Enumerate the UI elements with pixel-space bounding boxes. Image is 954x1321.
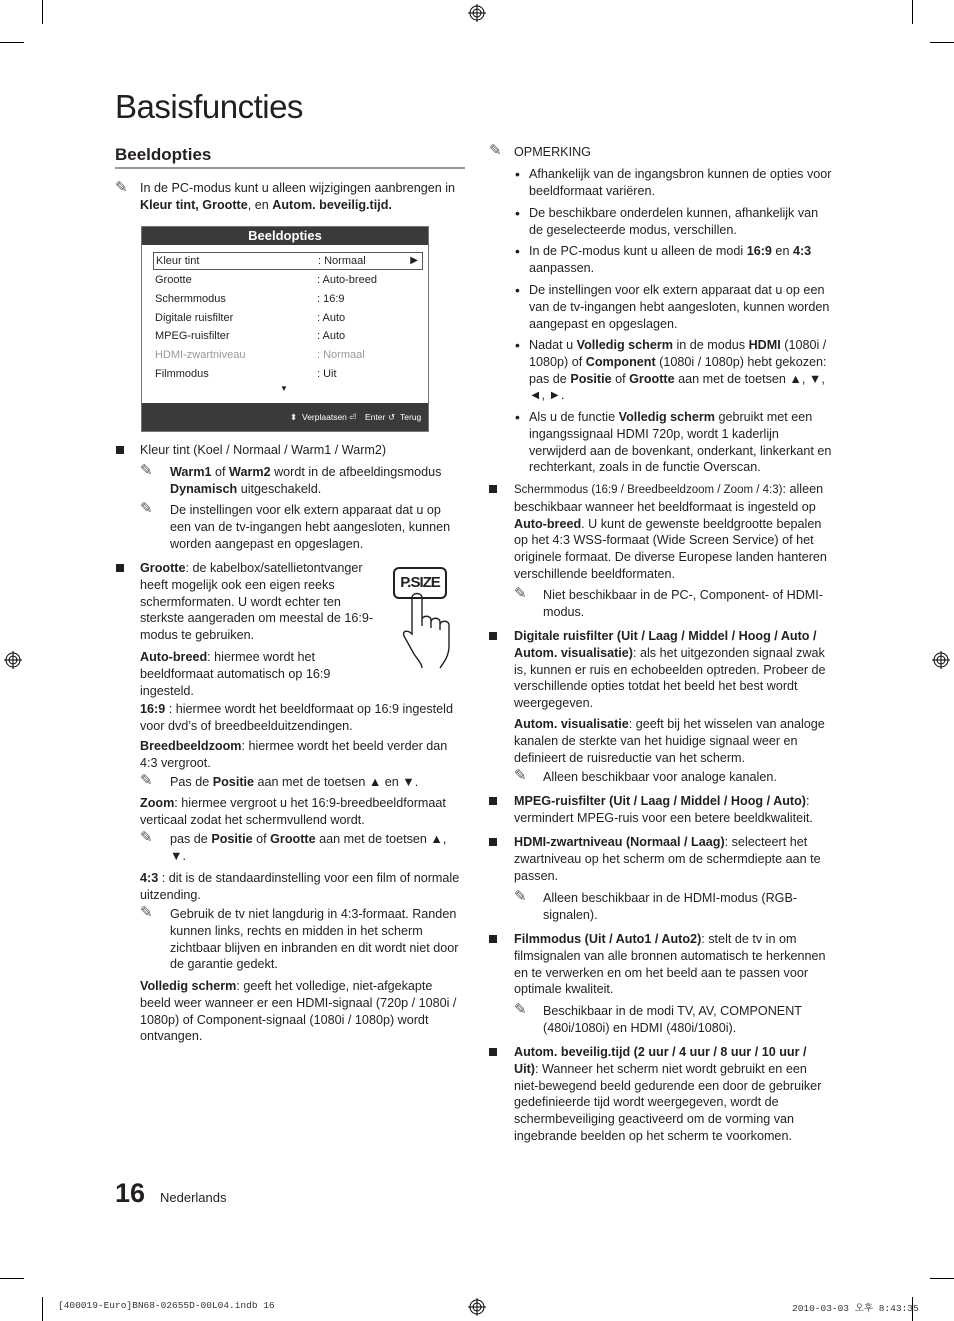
osd-row[interactable]: Digitale ruisfilter : Auto bbox=[155, 312, 346, 324]
bullet-square bbox=[489, 632, 497, 640]
bullet-square bbox=[489, 1048, 497, 1056]
crop-mark bbox=[0, 1278, 24, 1279]
kleur-note-1: Warm1 of Warm2 wordt in de afbeeldingsmodus Dynamisch uitgeschakeld. bbox=[170, 465, 442, 496]
page-number: 16 bbox=[115, 1178, 146, 1208]
section-title: Beeldopties bbox=[115, 145, 212, 164]
section-divider bbox=[115, 167, 465, 169]
osd-footer: ⬍ Verplaatsen ⏎ Enter ↺ Terug bbox=[142, 403, 428, 431]
note-bullet: De instellingen voor elk extern apparaat dat u op een van de tv-ingangen hebt aangesloten, kunnen worden aangepast en opgeslagen. bbox=[529, 283, 830, 331]
opmerking-heading: OPMERKING bbox=[514, 145, 591, 159]
zoom-note: pas de Positie of Grootte aan met de toetsen ▲, ▼. bbox=[170, 832, 447, 863]
pencil-note-icon: ✎ bbox=[514, 767, 527, 784]
osd-title: Beeldopties bbox=[142, 227, 428, 245]
osd-row[interactable]: MPEG-ruisfilter : Auto bbox=[155, 330, 346, 342]
bullet-dot: • bbox=[515, 409, 520, 425]
pencil-note-icon: ✎ bbox=[489, 142, 502, 159]
breedbeeld-text: Breedbeeldzoom: hiermee wordt het beeld verder dan 4:3 vergroot. bbox=[140, 739, 448, 770]
hand-press-icon bbox=[400, 590, 464, 670]
pencil-note-icon: ✎ bbox=[140, 829, 153, 846]
bullet-square bbox=[489, 838, 497, 846]
mpeg-text: MPEG-ruisfilter (Uit / Laag / Middel / Hoog / Auto): vermindert MPEG-ruis voor een betere beeldkwaliteit. bbox=[514, 794, 813, 825]
hdmi-note: Alleen beschikbaar in de HDMI-modus (RGB-signalen). bbox=[543, 891, 798, 922]
kleur-heading: Kleur tint (Koel / Normaal / Warm1 / Warm2) bbox=[140, 443, 387, 457]
scroll-down-icon: ▼ bbox=[280, 384, 288, 393]
registration-mark-icon bbox=[468, 4, 486, 22]
autom-vis-text: Autom. visualisatie: geeft bij het wisselen van analoge kanalen de sterkte van het huidige signaal weer en definieert de ruisreductie van het scherm. bbox=[514, 717, 825, 765]
zoom-text: Zoom: hiermee vergroot u het 16:9-breedbeeldformaat verticaal zodat het schermvullend wordt. bbox=[140, 796, 446, 827]
updown-icon: ⬍ bbox=[290, 412, 298, 422]
film-text: Filmmodus (Uit / Auto1 / Auto2): stelt de tv in om filmsignalen van alle bronnen automatisch te herkennen en te verwerken en om het beeld aan te passen voor optimale kwaliteit. bbox=[514, 932, 826, 997]
r169-text: 16:9 : hiermee wordt het beeldformaat op 16:9 ingesteld voor dvd’s of breedbeelduitzendingen. bbox=[140, 702, 453, 733]
pencil-note-icon: ✎ bbox=[514, 585, 527, 602]
osd-row[interactable]: Filmmodus : Uit bbox=[155, 368, 337, 380]
osd-menu bbox=[141, 226, 429, 432]
psize-button: P.SIZE bbox=[393, 567, 447, 599]
schermmodus-text: Schermmodus (16:9 / Breedbeeldzoom / Zoom / 4:3): alleen beschikbaar wanneer het beeldformaat is ingesteld op Auto-breed. U kunt de gewenste beeldgrootte bepalen op het 4:3 WSS-formaat (Wide Screen Service) of het originele formaat. De diverse Europese landen hanteren verschillende beeldformaten. bbox=[514, 482, 827, 581]
bullet-dot: • bbox=[515, 337, 520, 353]
bullet-dot: • bbox=[515, 205, 520, 221]
intro-note: In de PC-modus kunt u alleen wijzigingen aanbrengen in Kleur tint, Grootte, en Autom. beveilig.tijd. bbox=[140, 181, 456, 212]
registration-mark-icon bbox=[932, 651, 950, 669]
r43-note: Gebruik de tv niet langdurig in 4:3-formaat. Randen kunnen links, rechts en midden in het scherm zichtbaar blijven en inbranden en dit wordt niet door de garantie gedekt. bbox=[170, 907, 459, 972]
bullet-square bbox=[116, 446, 124, 454]
pencil-note-icon: ✎ bbox=[140, 462, 153, 479]
arrow-right-icon: ▶ bbox=[410, 255, 418, 266]
crop-mark bbox=[912, 0, 913, 24]
osd-row[interactable]: Kleur tint : Normaal ▶ bbox=[153, 252, 423, 270]
page-title: Basisfuncties bbox=[115, 88, 303, 125]
grootte-text: Grootte: de kabelbox/satellietontvanger heeft mogelijk ook een eigen reeks schermformaten. U wordt echter ten sterkste aangeraden om meestal de 16:9-modus te gebruiken. bbox=[140, 561, 374, 643]
film-note: Beschikbaar in de modi TV, AV, COMPONENT (480i/1080i) en HDMI (480i/1080i). bbox=[543, 1004, 802, 1035]
crop-mark bbox=[930, 1278, 954, 1279]
bullet-dot: • bbox=[515, 282, 520, 298]
breedbeeld-note: Pas de Positie aan met de toetsen ▲ en ▼. bbox=[170, 775, 419, 789]
registration-mark-icon bbox=[468, 1298, 486, 1316]
note-bullet: Nadat u Volledig scherm in de modus HDMI (1080i / 1080p) of Component (1080i / 1080p) hebt gekozen: pas de Positie of Grootte aan met de toetsen ▲, ▼, ◄, ►. bbox=[529, 338, 827, 403]
autom-vis-note: Alleen beschikbaar voor analoge kanalen. bbox=[543, 770, 777, 784]
bullet-dot: • bbox=[515, 243, 520, 259]
bullet-square bbox=[489, 797, 497, 805]
bullet-square bbox=[489, 935, 497, 943]
volledig-text: Volledig scherm: geeft het volledige, niet-afgekapte beeld weer wanneer er een HDMI-signaal (720p / 1080i / 1080p) of Component-signaal (1080i / 1080p) wordt ontvangen. bbox=[140, 979, 457, 1044]
crop-mark bbox=[0, 42, 24, 43]
pencil-note-icon: ✎ bbox=[140, 772, 153, 789]
autobreed-text: Auto-breed: hiermee wordt het beeldformaat automatisch op 16:9 ingesteld. bbox=[140, 650, 331, 698]
bullet-dot: • bbox=[515, 166, 520, 182]
note-bullet: De beschikbare onderdelen kunnen, afhankelijk van de geselecteerde modus, verschillen. bbox=[529, 206, 819, 237]
osd-row-disabled: HDMI-zwartniveau : Normaal bbox=[155, 349, 365, 361]
osd-row[interactable]: Schermmodus : 16:9 bbox=[155, 293, 345, 305]
osd-row[interactable]: Grootte : Auto-breed bbox=[155, 274, 377, 286]
note-bullet: In de PC-modus kunt u alleen de modi 16:9 en 4:3 aanpassen. bbox=[529, 244, 812, 275]
return-icon: ↺ bbox=[388, 412, 396, 422]
print-footer-date: 2010-03-03 오후 8:43:35 bbox=[792, 1303, 919, 1314]
registration-mark-icon bbox=[4, 651, 22, 669]
autom-bev-text: Autom. beveilig.tijd (2 uur / 4 uur / 8 uur / 10 uur / Uit): Wanneer het scherm niet wordt gebruikt en een niet-bewegend beeld gedurende een door de gebruiker gedefinieerde tijd wordt weergegeven, wordt de schermbeveiliging geactiveerd om de vorming van ingebrande beelden op het scherm te voorkomen. bbox=[514, 1045, 822, 1143]
note-bullet: Afhankelijk van de ingangsbron kunnen de opties voor beeldformaat variëren. bbox=[529, 167, 832, 198]
print-footer-file: [400019-Euro]BN68-02655D-00L04.indb 16 bbox=[58, 1300, 275, 1311]
pencil-note-icon: ✎ bbox=[514, 1001, 527, 1018]
r43-text: 4:3 : dit is de standaardinstelling voor een film of normale uitzending. bbox=[140, 871, 460, 902]
digitale-text: Digitale ruisfilter (Uit / Laag / Middel / Hoog / Auto / Autom. visualisatie): als het uitgezonden signaal zwak is, kunnen er ruis en echobeelden optreden. Probeer de verschillende opties totdat het beeld het best wordt weergegeven. bbox=[514, 629, 826, 711]
kleur-note-2: De instellingen voor elk extern apparaat dat u op een van de tv-ingangen hebt aangesloten, kunnen worden aangepast en opgeslagen. bbox=[170, 503, 451, 551]
note-bullet: Als u de functie Volledig scherm gebruikt met een ingangssignaal HDMI 720p, wordt 1 kaderlijn verwijderd aan de bovenkant, onderkant, linkerkant en rechterkant, zoals in de functie Overscan. bbox=[529, 410, 832, 475]
pencil-note-icon: ✎ bbox=[115, 179, 128, 196]
hdmi-text: HDMI-zwartniveau (Normaal / Laag): selecteert het zwartniveau op het scherm om de schermdiepte aan te passen. bbox=[514, 835, 821, 883]
pencil-note-icon: ✎ bbox=[140, 500, 153, 517]
crop-mark bbox=[42, 0, 43, 24]
crop-mark bbox=[930, 42, 954, 43]
enter-icon: ⏎ bbox=[349, 412, 357, 422]
crop-mark bbox=[42, 1297, 43, 1321]
pencil-note-icon: ✎ bbox=[514, 888, 527, 905]
bullet-square bbox=[116, 564, 124, 572]
pencil-note-icon: ✎ bbox=[140, 904, 153, 921]
page-language: Nederlands bbox=[160, 1190, 227, 1205]
bullet-square bbox=[489, 485, 497, 493]
schermmodus-note: Niet beschikbaar in de PC-, Component- of HDMI-modus. bbox=[543, 588, 823, 619]
